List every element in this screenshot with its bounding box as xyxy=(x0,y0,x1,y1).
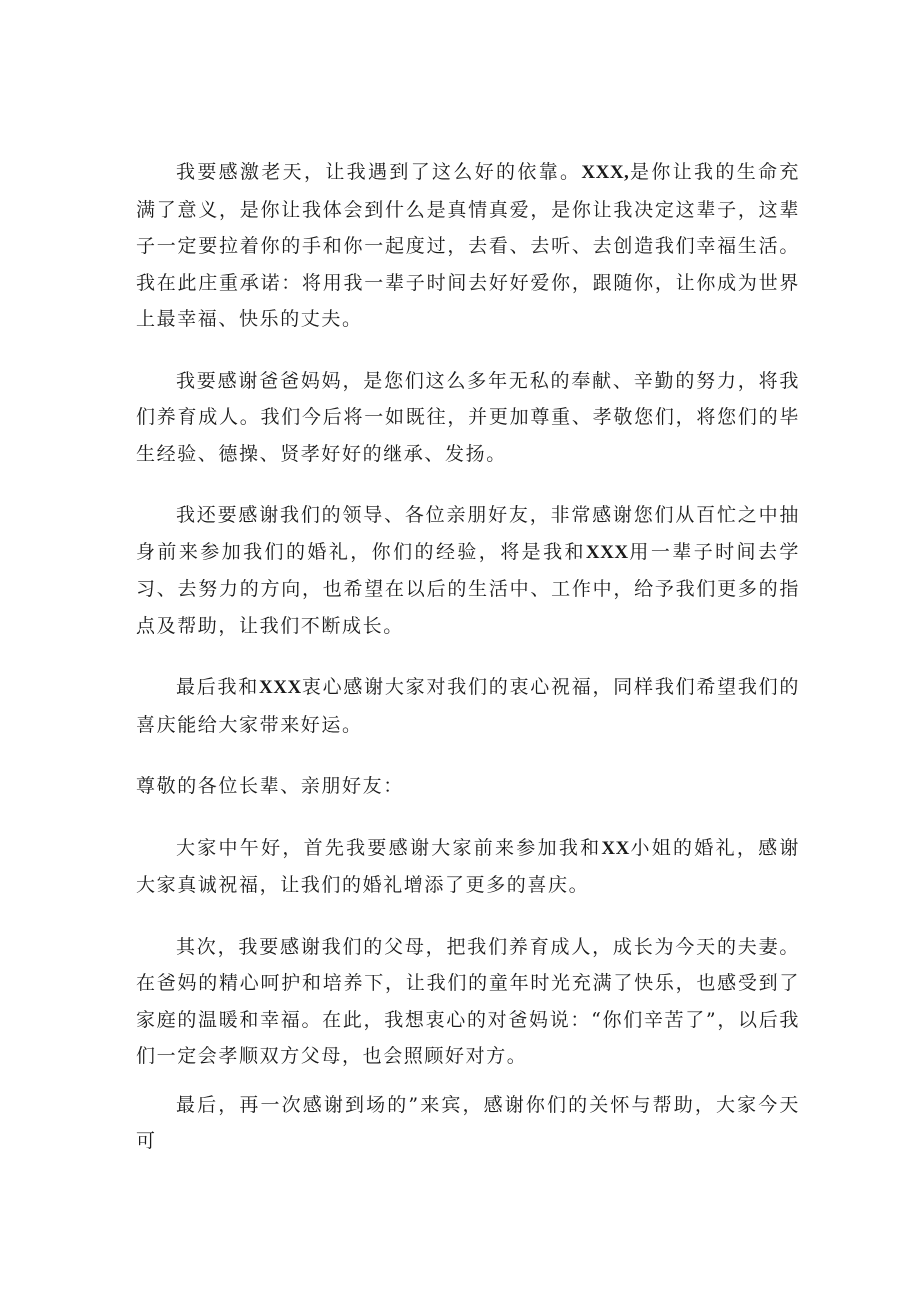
paragraph-text: 尊敬的各位长辈、亲朋好友： xyxy=(136,775,404,797)
paragraph-text: 我还要感谢我们的领导、各位亲朋好友，非常感谢您们从百忙之中抽身前来参加我们的婚礼，你们的经验，将是我和 xyxy=(136,504,800,563)
name-placeholder: XXX, xyxy=(581,162,630,183)
paragraph-text: 小姐的婚礼，感谢大家真诚祝福，让我们的婚礼增添了更多的喜庆。 xyxy=(136,836,800,896)
paragraph xyxy=(136,363,800,473)
paragraph xyxy=(136,1087,800,1160)
paragraph-text: 其次，我要感谢我们的父母，把我们养育成人，成长为今天的夫妻。在爸妈的精心呵护和培养下，让我们的童年时光充满了快乐，也感受到了家庭的温暖和幸福。在此，我想衷心的对爸妈说：“你们辛苦了”，以后我们一定会孝顺双方父母，也会照顾好对方。 xyxy=(136,935,800,1067)
name-placeholder: XX xyxy=(601,837,630,859)
paragraph xyxy=(136,497,800,644)
name-placeholder: XXX xyxy=(585,541,629,563)
paragraph xyxy=(136,669,800,743)
paragraph-text: 是你让我的生命充满了意义，是你让我体会到什么是真情真爱，是你让我决定这辈子，这辈子一定要拉着你的手和你一起度过，去看、去听、去创造我们幸福生活。我在此庄重承诺：将用我一辈子时间去好好爱你，跟随你，让你成为世界上最幸福、快乐的丈夫。 xyxy=(136,161,800,330)
paragraph-text: 最后，再一次感谢到场的”来宾，感谢你们的关怀与帮助，大家今天可 xyxy=(136,1093,800,1152)
name-placeholder: XXX xyxy=(259,677,302,698)
paragraph-text: 大家中午好，首先我要感谢大家前来参加我和 xyxy=(176,836,602,859)
document-body xyxy=(136,154,800,1185)
paragraph xyxy=(136,830,800,904)
paragraph-text: 用一辈子时间去学习、去努力的方向，也希望在以后的生活中、工作中，给予我们更多的指点及帮助，让我们不断成长。 xyxy=(136,540,800,637)
paragraph-text: 我要感谢爸爸妈妈，是您们这么多年无私的奉献、辛勤的努力，将我们养育成人。我们今后将一如既往，并更加尊重、孝敬您们，将您们的毕生经验、德操、贤孝好好的继承、发扬。 xyxy=(136,369,800,465)
paragraph-text: 我要感激老天，让我遇到了这么好的依靠。 xyxy=(176,161,582,183)
paragraph-text: 最后我和 xyxy=(176,676,260,698)
salutation xyxy=(136,768,800,805)
paragraph xyxy=(136,154,800,338)
paragraph xyxy=(136,929,800,1075)
paragraph-text: 衷心感谢大家对我们的衷心祝福，同样我们希望我们的喜庆能给大家带来好运。 xyxy=(136,676,800,736)
